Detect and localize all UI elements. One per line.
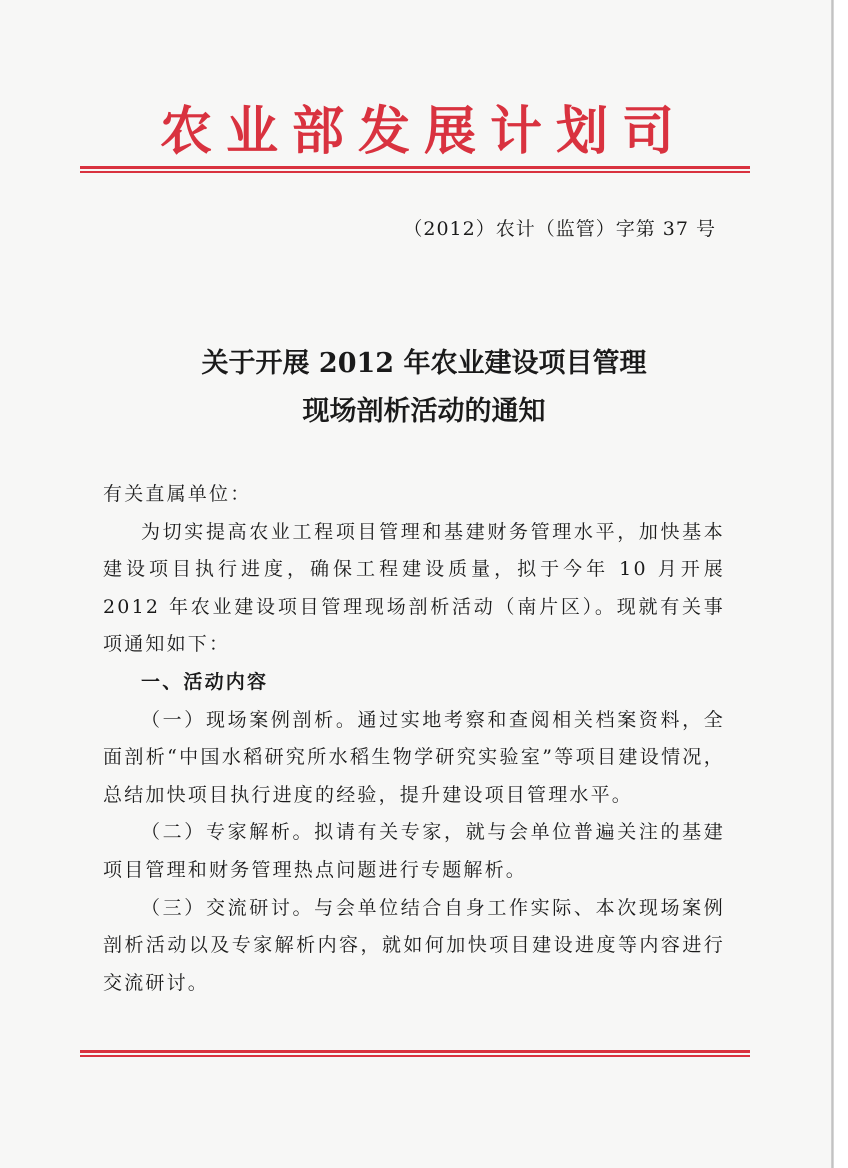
document-number: （2012）农计（监管）字第 37 号 (403, 218, 716, 240)
header-rule-thin (80, 171, 750, 173)
item-paragraph-1: （一）现场案例剖析。通过实地考察和查阅相关档案资料，全面剖析“中国水稻研究所水稻生物学研究实验室”等项目建设情况，总结加快项目执行进度的经验，提升建设项目管理水平。 (103, 708, 725, 806)
intro-paragraph: 为切实提高农业工程项目管理和基建财务管理水平，加快基本建设项目执行进度，确保工程建设质量，拟于今年 10 月开展 2012 年农业建设项目管理现场剖析活动（南片区）。现就有关事项通知如下： (103, 520, 725, 656)
document-title (0, 340, 848, 436)
header-red-rule (80, 166, 750, 173)
scan-edge-shadow (831, 0, 834, 1168)
footer-rule-thin (80, 1055, 750, 1057)
header-rule-thick (80, 166, 750, 169)
title-line-2: 现场剖析活动的通知 (302, 396, 546, 427)
salutation: 有关直属单位： (103, 483, 252, 505)
letterhead-title: 农业部发展计划司 (159, 101, 688, 162)
item-paragraph-3: （三）交流研讨。与会单位结合自身工作实际、本次现场案例剖析活动以及专家解析内容，就如何加快项目建设进度等内容进行交流研讨。 (103, 896, 725, 994)
footer-rule-thick (80, 1050, 750, 1053)
item-paragraph-2: （二）专家解析。拟请有关专家，就与会单位普遍关注的基建项目管理和财务管理热点问题进行专题解析。 (103, 821, 725, 881)
scan-margin (834, 0, 848, 1168)
section-heading: 一、活动内容 (141, 670, 269, 693)
title-line-1: 关于开展 2012 年农业建设项目管理 (201, 348, 647, 379)
document-body (103, 476, 725, 1002)
footer-red-rule (80, 1050, 750, 1057)
